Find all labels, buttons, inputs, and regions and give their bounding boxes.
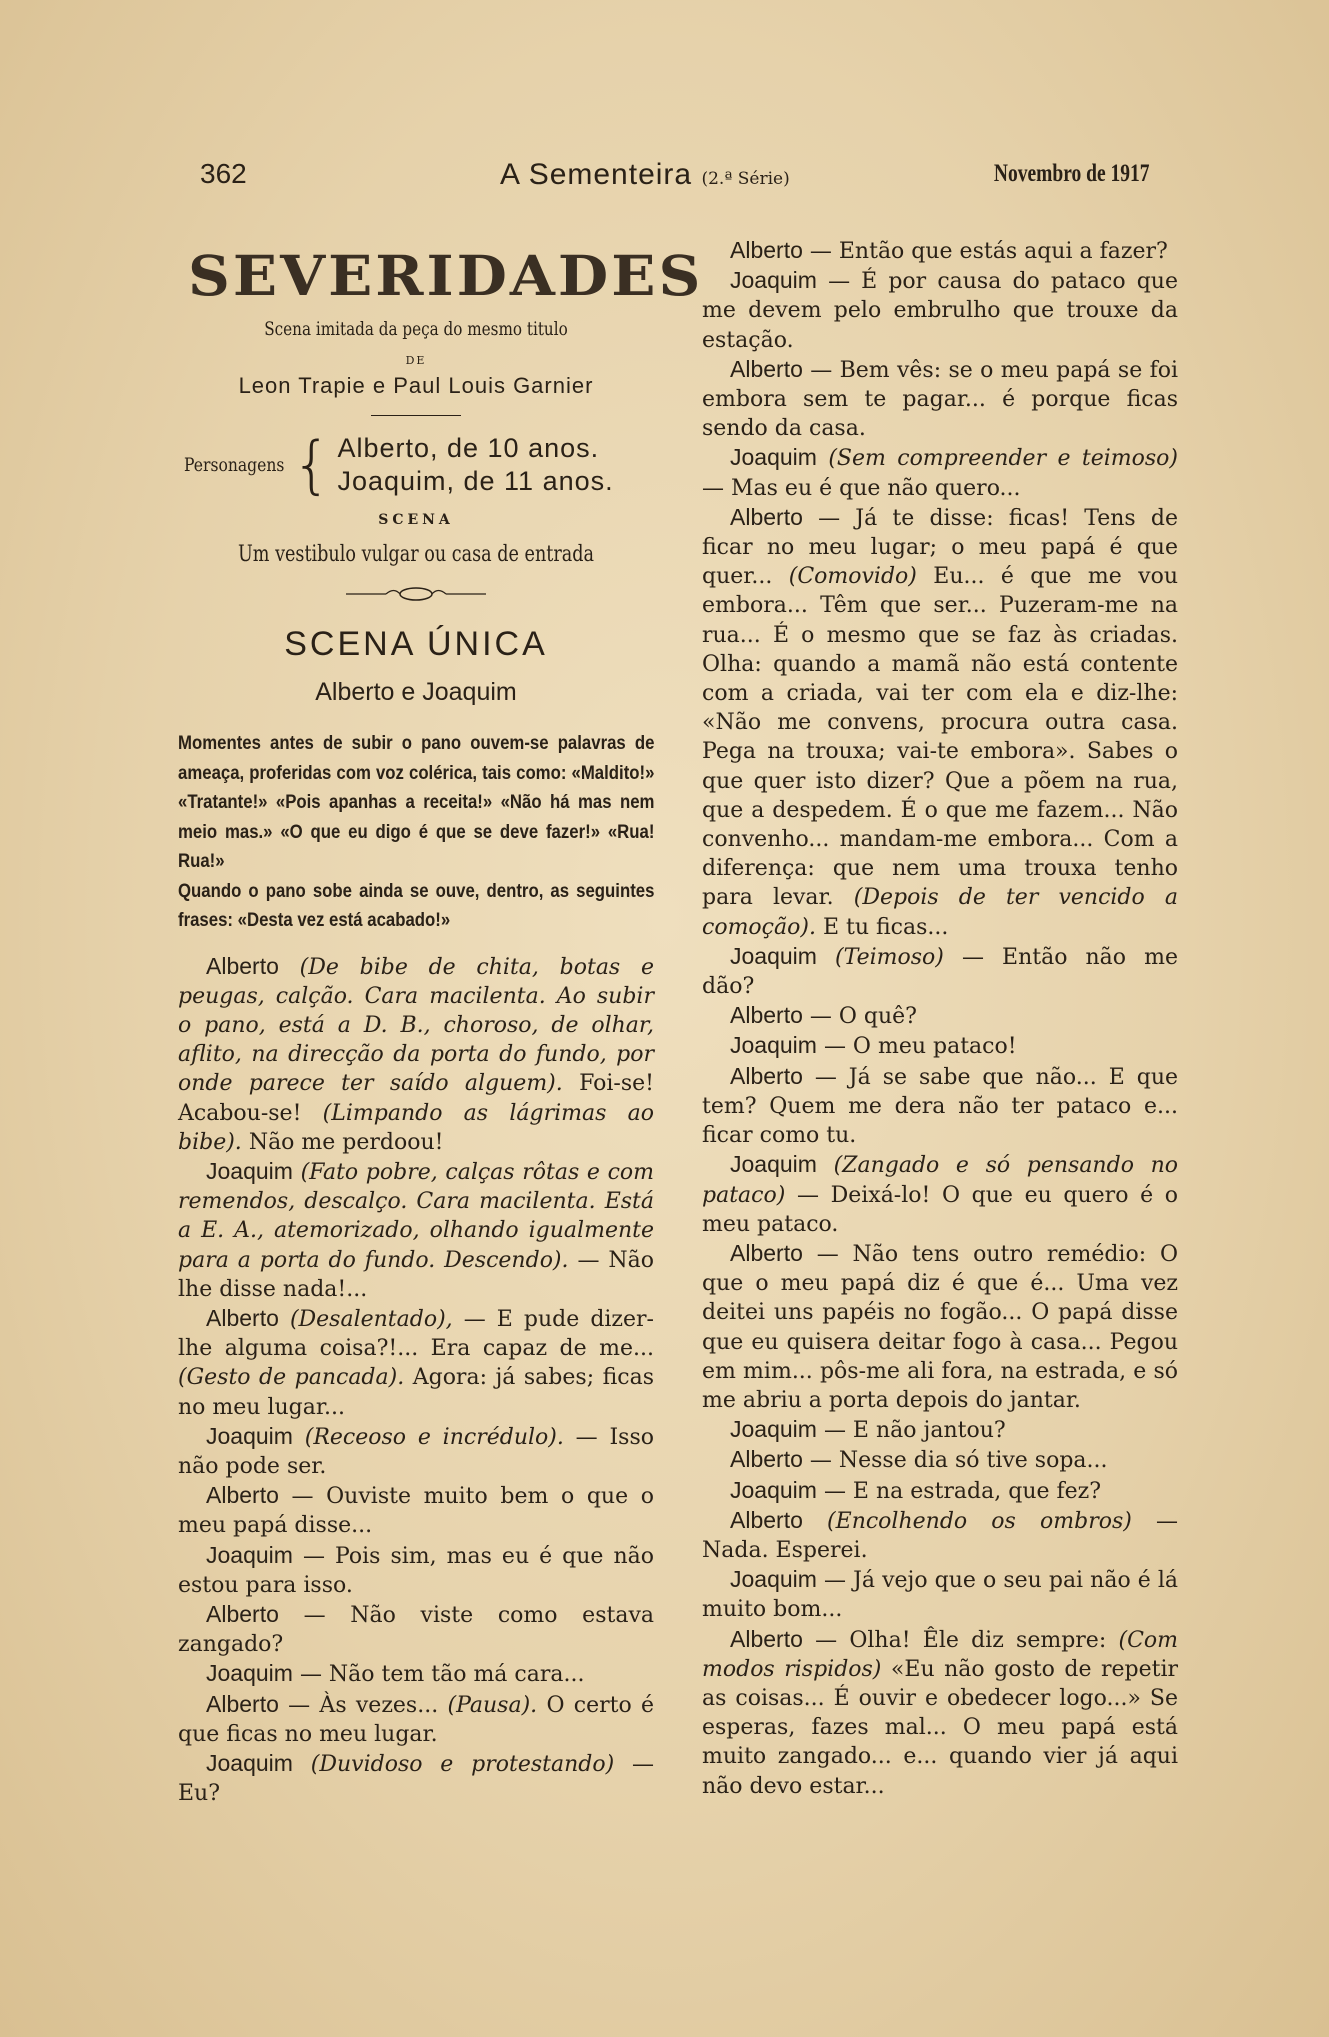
dialogue-line	[702, 503, 1178, 942]
personas-label: Personagens	[184, 454, 285, 476]
dialogue-text: — Pois sim, mas eu é que não estou para isso.	[178, 1543, 654, 1598]
speaker-name: Alberto	[206, 1482, 279, 1509]
stage-direction: (Comovido)	[788, 564, 917, 590]
stage-direction: (De bibe de chita, botas e peugas, calção. Cara macilenta. Ao subir o pano, está a D. B., choroso, de olhar, aflito, na direcção da porta do fundo, por onde parece ter saído alguem).	[178, 954, 654, 1097]
dialogue-text: — Não tens outro remédio: O que o meu papá diz é que é... Uma vez deitei uns papéis no fogão... O papá disse que eu quisera deitar fogo à casa... Pegou em mim... pôs-me ali fora, na estrada, e só me abriu a porta depois do jantar.	[702, 1241, 1178, 1413]
dialogue-line	[702, 1031, 1178, 1061]
dialogue-line	[178, 1690, 654, 1749]
speaker-name: Alberto	[206, 1600, 279, 1627]
dialogue-text: — É por causa do pataco que me devem pelo embrulho que trouxe da estação.	[702, 269, 1178, 353]
ornament-icon	[341, 585, 491, 603]
persona-item: Alberto, de 10 anos.	[337, 433, 600, 463]
speaker-name: Joaquim	[206, 1541, 293, 1568]
speaker-name: Joaquim	[730, 1032, 817, 1059]
play-authors: Leon Trapie e Paul Louis Garnier	[238, 373, 594, 398]
scene-title: SCENA ÚNICA	[284, 625, 548, 663]
speaker-name: Alberto	[730, 1446, 803, 1473]
dialogue-line	[702, 1506, 1178, 1565]
left-column	[178, 236, 704, 1808]
setting: Um vestibulo vulgar ou casa de entrada	[237, 542, 595, 567]
dialogue-text: — Eu?	[178, 1751, 654, 1807]
speaker-name: Alberto	[730, 1625, 803, 1652]
dialogue-text: — O meu pataco!	[823, 1034, 1017, 1060]
dialogue-line	[702, 236, 1178, 266]
stage-direction: (Receoso e incrédulo).	[304, 1424, 564, 1450]
stage-direction: (Fato pobre, calças rôtas e com remendos, descalço. Cara macilenta. Está a E. A., atemorizado, olhando igualmente para a porta do fundo. Descendo).	[178, 1159, 654, 1273]
dialogue-line	[178, 952, 654, 1157]
dialogue-line	[702, 1565, 1178, 1624]
dialogue-line	[702, 1001, 1178, 1031]
speaker-name: Joaquim	[730, 1151, 817, 1178]
dialogue-text: — Não lhe disse nada!...	[178, 1247, 654, 1302]
dialogue-line	[178, 1749, 654, 1808]
speaker-name: Alberto	[206, 952, 279, 979]
dialogue-text: — Já te disse: ficas! Tens de ficar no meu lugar; o meu papá é que quer...	[702, 505, 1178, 590]
dialogue-text: Não me perdoou!	[248, 1129, 444, 1155]
stage-direction: Momentes antes de subir o pano ouvem-se palavras de ameaça, proferidas com voz colérica, tais como: «Maldito!» «Tratante!» «Pois apanhas a receita!» «Não há mas nem meio mas.» «O que eu digo é que se deve fazer!» «Rua! Rua!»	[178, 732, 655, 872]
dialogue-line	[702, 1625, 1178, 1801]
speaker-name: Joaquim	[206, 1157, 293, 1184]
dialogue-text: Eu... é que me vou embora... Têm que ser... Puzeram-me na rua... É o mesmo que se faz às criadas. Olha: quando a mamã não está contente com a criada, vai ter com ela e diz-lhe: «Não me convens, procura outra casa. Pega na trouxa; vai-te embora». Sabes o que quer isto dizer? Que a põem na rua, que a despedem. É o que me fazem... Não convenho... mandam-me embora... Com a diferença: que nem uma trouxa tenho para levar.	[702, 564, 1178, 911]
dialogue-text: — E na estrada, que fez?	[823, 1478, 1102, 1504]
dialogue-text: — E pude dizer-lhe alguma coisa?!... Era capaz de me...	[178, 1306, 654, 1362]
dialogue-text: — Nesse dia só tive sopa...	[809, 1448, 1108, 1474]
speaker-name: Alberto	[730, 1506, 803, 1533]
dialogue-text: — Mas eu é que não quero...	[702, 475, 1021, 501]
dialogue-line	[702, 942, 1178, 1001]
speaker-name: Joaquim	[206, 1422, 293, 1449]
dialogue-text: — Já se sabe que não... E que tem? Quem me dera não ter pataco e... ficar como tu.	[702, 1064, 1179, 1149]
speaker-name: Alberto	[730, 1062, 803, 1089]
dialogue-text: — Já vejo que o seu pai não é lá muito bom...	[702, 1568, 1178, 1623]
dialogue-text: O certo é que ficas no meu lugar.	[178, 1692, 654, 1747]
dialogue-line	[702, 1062, 1178, 1151]
dialogue-line	[702, 1239, 1178, 1415]
dialogue-text: — Às vezes...	[288, 1692, 439, 1718]
stage-direction: (Pausa).	[447, 1692, 538, 1718]
speaker-name: Joaquim	[730, 1416, 817, 1443]
dialogue-line	[702, 1476, 1178, 1506]
dialogue-line	[702, 1415, 1178, 1445]
dialogue-line	[702, 1150, 1178, 1239]
dialogue-text: — Isso não pode ser.	[178, 1424, 654, 1479]
dialogue-text: — Ouviste muito bem o que o meu papá disse...	[178, 1484, 654, 1539]
dialogue-text: — Nada. Esperei.	[702, 1508, 1178, 1563]
dialogue-line	[178, 1304, 654, 1422]
dialogue-line	[178, 1422, 654, 1481]
dialogue-text: — Então não me dão?	[702, 944, 1178, 1000]
divider	[371, 415, 461, 416]
dialogue-text: «Eu não gosto de repetir as coisas... É ouvir e obedecer logo...» Se esperas, fazes mal... O meu papá está muito zangado... e... quando vier já aqui não devo estar...	[702, 1656, 1179, 1799]
dialogue-text: — O quê?	[809, 1004, 917, 1030]
personas-list	[337, 432, 613, 498]
speaker-name: Alberto	[730, 503, 803, 530]
speaker-name: Alberto	[730, 355, 803, 382]
stage-directions	[178, 729, 654, 936]
speaker-name: Alberto	[730, 1239, 803, 1266]
dialogue-line	[702, 443, 1178, 502]
stage-direction: (Sem compreender e teimoso)	[828, 446, 1178, 472]
dialogue-line	[702, 1445, 1178, 1475]
scena-label: SCENA	[378, 512, 454, 528]
play-title: SEVERIDADES	[188, 243, 704, 309]
stage-direction: (Duvidoso e protestando)	[310, 1751, 615, 1777]
scene-characters: Alberto e Joaquim	[315, 678, 517, 706]
personas-block	[184, 428, 654, 501]
by-label: DE	[405, 354, 427, 367]
stage-direction: (Desalentado),	[289, 1306, 453, 1332]
brace: {	[292, 428, 332, 501]
journal-title	[500, 158, 790, 192]
speaker-name: Joaquim	[730, 942, 817, 969]
speaker-name: Alberto	[206, 1690, 279, 1717]
stage-direction: (Zangado e só pensando no pataco)	[702, 1153, 1178, 1208]
stage-direction: (Com modos rispidos)	[702, 1627, 1179, 1682]
dialogue-line	[178, 1157, 654, 1304]
speaker-name: Joaquim	[730, 444, 817, 471]
journal-name: A Sementeira	[500, 158, 693, 191]
journal-series: (2.ª Série)	[701, 169, 790, 189]
stage-direction: (Gesto de pancada).	[178, 1365, 405, 1391]
dialogue-line	[702, 355, 1178, 444]
dialogue-text: — Não tem tão má cara...	[299, 1662, 585, 1688]
page-number: 362	[200, 158, 247, 189]
stage-direction: Quando o pano sobe ainda se ouve, dentro, as seguintes frases: «Desta vez está acabado!»	[178, 879, 655, 931]
dialogue-text: E tu ficas...	[822, 914, 949, 940]
persona-item: Joaquim, de 11 anos.	[337, 466, 614, 496]
dialogue-text: Foi-se! Acabou-se!	[178, 1071, 654, 1126]
dialogue-text: Agora: já sabes; ficas no meu lugar...	[178, 1365, 654, 1420]
speaker-name: Joaquim	[730, 1566, 817, 1593]
dialogue-left	[178, 952, 654, 1809]
dialogue-text: — Olha! Êle diz sempre:	[815, 1627, 1107, 1653]
dialogue-text: — Deixá-lo! O que eu quero é o meu pataco.	[702, 1182, 1178, 1237]
speaker-name: Alberto	[730, 1002, 803, 1029]
dialogue-line	[178, 1600, 654, 1659]
issue-date: Novembro de 1917	[994, 160, 1150, 187]
right-column	[702, 236, 1178, 1801]
speaker-name: Joaquim	[206, 1660, 293, 1687]
speaker-name: Joaquim	[206, 1749, 293, 1776]
dialogue-line	[178, 1481, 654, 1540]
dialogue-line	[702, 266, 1178, 355]
running-header	[200, 158, 1150, 198]
dialogue-line	[178, 1541, 654, 1600]
stage-direction: (Depois de ter vencido a comoção).	[702, 885, 1178, 940]
dialogue-right	[702, 236, 1178, 1801]
dialogue-text: — Não viste como estava zangado?	[178, 1602, 654, 1658]
dialogue-text: — Bem vês: se o meu papá se foi embora sem te pagar... é porque ficas sendo da casa.	[702, 357, 1178, 442]
speaker-name: Joaquim	[730, 267, 817, 294]
dialogue-text: — E não jantou?	[823, 1418, 1006, 1444]
stage-direction: (Encolhendo os ombros)	[827, 1508, 1132, 1534]
speaker-name: Joaquim	[730, 1476, 817, 1503]
speaker-name: Alberto	[206, 1304, 279, 1331]
stage-direction: (Teimoso)	[835, 944, 944, 970]
speaker-name: Alberto	[730, 237, 803, 263]
stage-direction: (Limpando as lágrimas ao bibe).	[178, 1100, 654, 1155]
dialogue-line	[178, 1659, 654, 1689]
dialogue-text: — Então que estás aqui a fazer?	[809, 239, 1168, 264]
play-subtitle: Scena imitada da peça do mesmo titulo	[264, 318, 568, 340]
